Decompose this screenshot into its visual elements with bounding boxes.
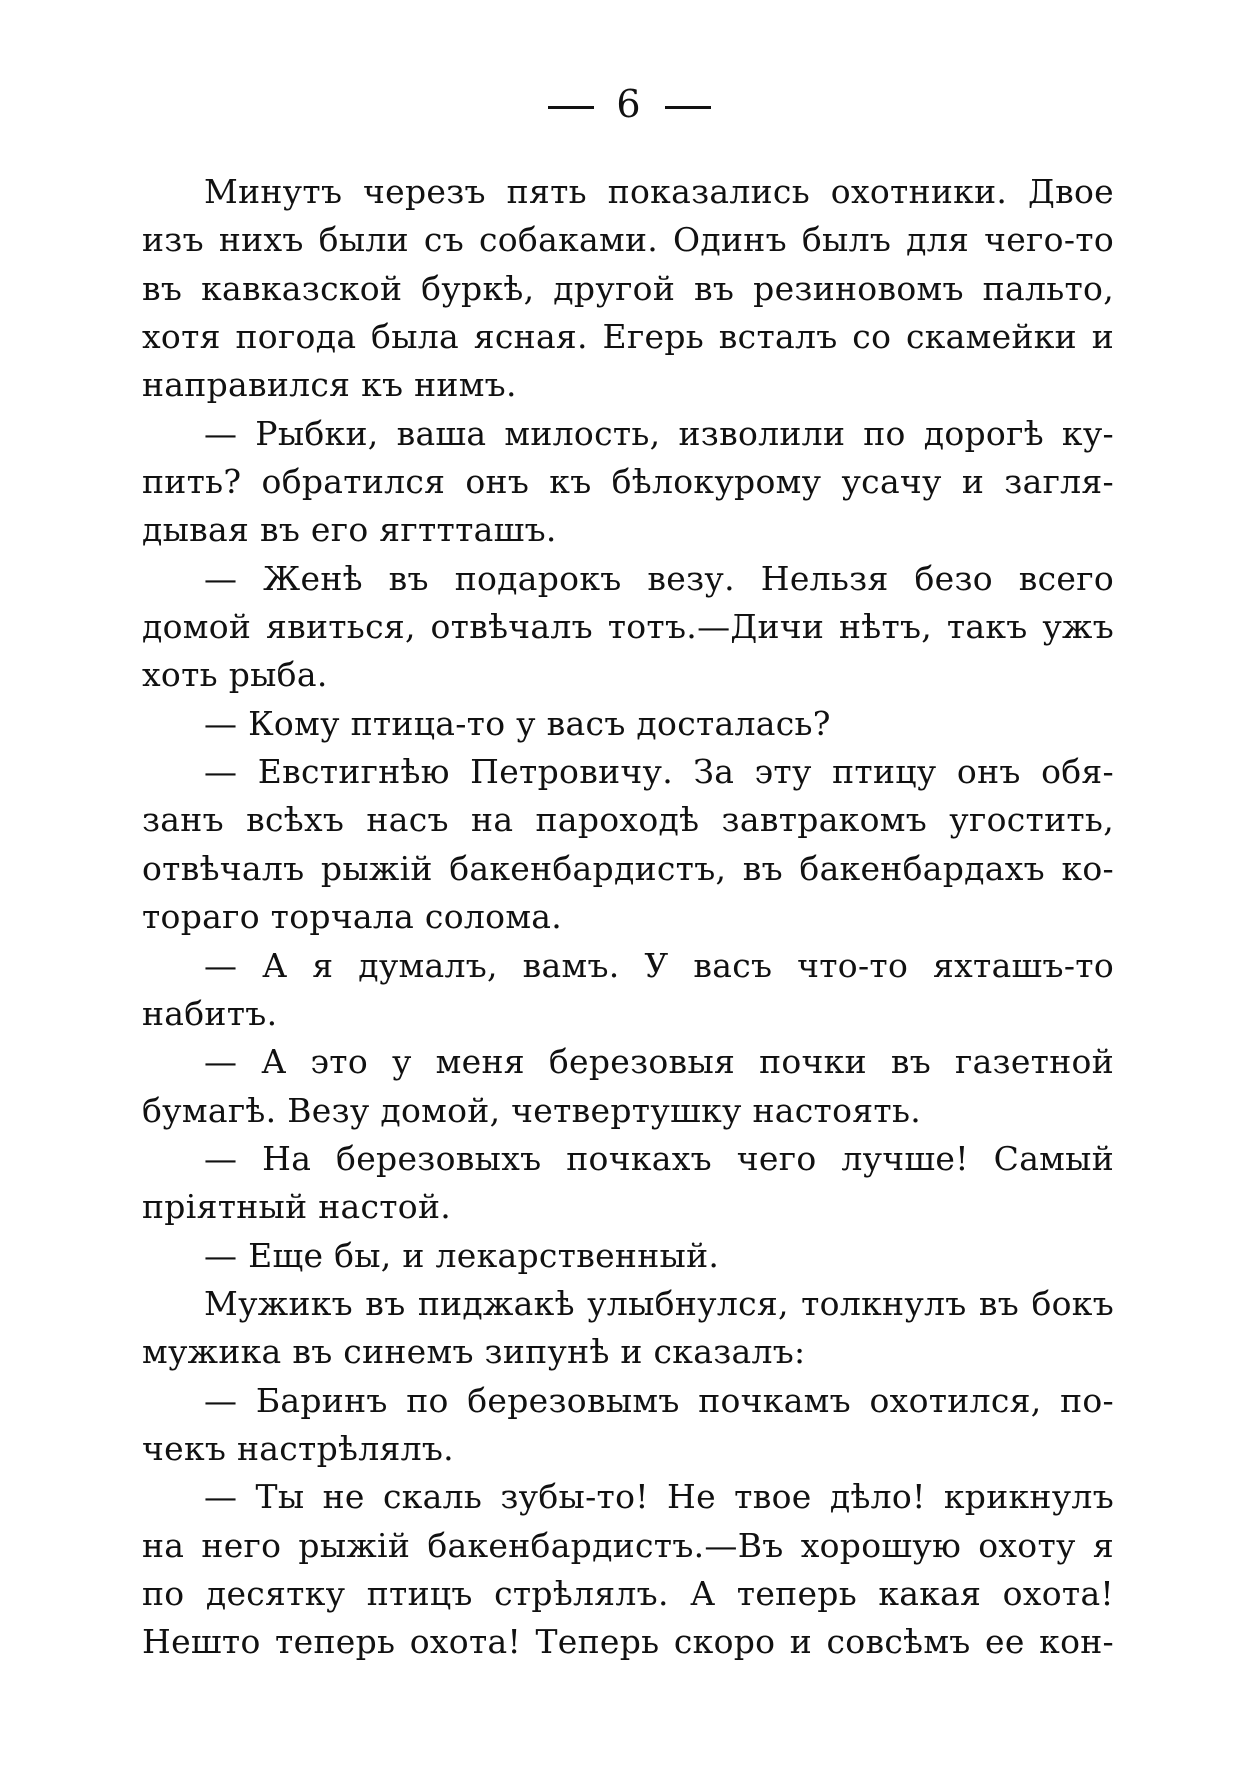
text-line: направился къ нимъ. [142,365,517,405]
text-line: — А это у меня березовыя почки въ газетной [204,1042,1114,1082]
text-line: — А я думалъ, вамъ. У васъ что-то яхташъ-то [204,945,1114,985]
body-text [142,168,1114,1667]
text-line: домой явиться, отвѣчалъ тотъ.—Дичи нѣтъ, такъ ужъ [142,607,1114,647]
text-line: дывая въ его ягттташъ. [142,510,557,550]
text-line: на него рыжiй бакенбардистъ.—Въ хорошую охоту я [142,1525,1114,1565]
page-number-value: 6 [616,82,643,126]
text-line: — Кому птица-то у васъ досталась? [204,703,831,743]
left-dash [548,106,594,109]
page-number [0,82,1259,126]
text-line: набитъ. [142,993,278,1033]
text-line: Минутъ черезъ пять показались охотники. Двое [204,172,1114,211]
text-line: бумагѣ. Везу домой, четвертушку настоять. [142,1090,922,1130]
text-line: — Ты не скаль зубы-то! Не твое дѣло! крикнулъ [204,1477,1114,1517]
text-line: Нешто теперь охота! Теперь скоро и совсѣмъ ее кон- [142,1622,1114,1662]
text-line: — Баринъ по березовымъ почкамъ охотился, по- [204,1380,1114,1420]
text-line: мужика въ синемъ зипунѣ и сказалъ: [142,1332,806,1372]
text-line: по десятку птицъ стрѣлялъ. А теперь какая охота! [142,1573,1114,1613]
right-dash [665,106,711,109]
text-line: — Еще бы, и лекарственный. [204,1235,720,1275]
text-line: — Женѣ въ подарокъ везу. Нельзя безо всего [204,558,1114,598]
text-line: — На березовыхъ почкахъ чего лучше! Самый [204,1138,1114,1178]
text-line: хоть рыба. [142,655,328,695]
text-line: — Евстигнѣю Петровичу. За эту птицу онъ обя- [204,752,1114,792]
text-line: хотя погода была ясная. Егерь всталъ со скамейки и [142,317,1114,357]
text-line: въ кавказской буркѣ, другой въ резиновомъ пальто, [142,268,1114,308]
text-line: занъ всѣхъ насъ на пароходѣ завтракомъ угостить, [142,800,1114,840]
text-line: отвѣчалъ рыжiй бакенбардистъ, въ бакенбардахъ ко- [142,848,1114,888]
text-line: пить? обратился онъ къ бѣлокурому усачу и загля- [142,462,1114,502]
text-line: изъ нихъ были съ собаками. Одинъ былъ для чего-то [142,220,1114,260]
text-line: прiятный настой. [142,1187,452,1227]
text-line: чекъ настрѣлялъ. [142,1428,454,1468]
text-line: Мужикъ въ пиджакѣ улыбнулся, толкнулъ въ бокъ [204,1283,1114,1323]
text-line: — Рыбки, ваша милость, изволили по дорогѣ ку- [204,413,1114,453]
text-line: тораго торчала солома. [142,897,563,937]
